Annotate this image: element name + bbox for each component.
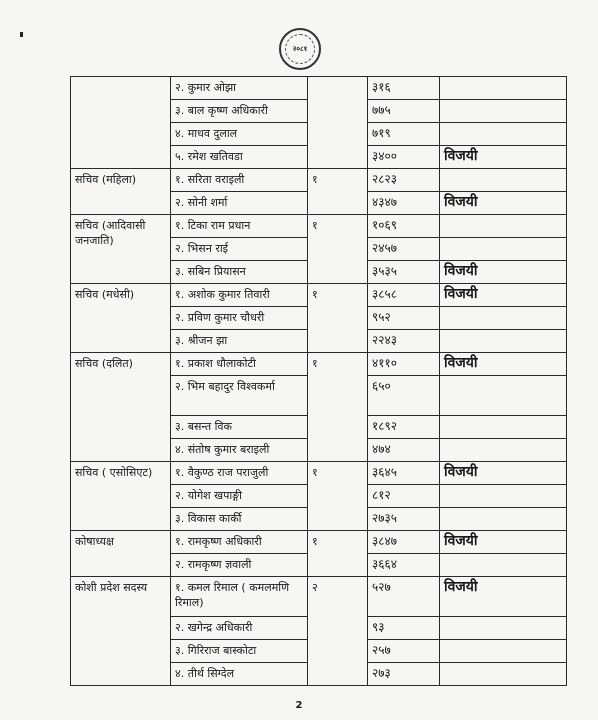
result-cell (440, 439, 567, 462)
page-number: 2 (295, 700, 303, 711)
election-results-table (70, 76, 567, 686)
result-cell (440, 215, 567, 238)
vote-count: ६५० (368, 376, 440, 416)
vote-count: ३६६४ (368, 554, 440, 577)
candidate-name: ३. श्रीजन झा (171, 330, 308, 353)
result-cell (440, 123, 567, 146)
vote-count: २८२३ (368, 169, 440, 192)
post-cell: सचिव (आदिवासी जनजाति) (71, 215, 171, 284)
result-cell (440, 330, 567, 353)
vote-count: २५७ (368, 640, 440, 663)
result-cell (440, 376, 567, 416)
result-cell: विजयी (440, 192, 567, 215)
candidate-name: २. कुमार ओझा (171, 77, 308, 100)
vote-count: ३५३५ (368, 261, 440, 284)
result-cell (440, 307, 567, 330)
candidate-name: १. अशोक कुमार तिवारी (171, 284, 308, 307)
seats-cell: १ (308, 353, 368, 462)
candidate-name: ४. संतोष कुमार बराइली (171, 439, 308, 462)
seats-cell (308, 77, 368, 169)
table-row (71, 577, 567, 617)
candidate-name: २. खगेन्द्र अधिकारी (171, 617, 308, 640)
vote-count: ४३४७ (368, 192, 440, 215)
candidate-name: ४. तीर्थ सिग्देल (171, 663, 308, 686)
result-cell: विजयी (440, 284, 567, 307)
vote-count: २४५७ (368, 238, 440, 261)
result-cell: विजयी (440, 353, 567, 376)
vote-count: ७७५ (368, 100, 440, 123)
candidate-name: २. भिम बहादुर विश्वकर्मा (171, 376, 308, 416)
seats-cell: १ (308, 169, 368, 215)
candidate-name: ३. बाल कृष्ण अधिकारी (171, 100, 308, 123)
vote-count: ५२७ (368, 577, 440, 617)
vote-count: ९३ (368, 617, 440, 640)
post-cell: सचिव (महिला) (71, 169, 171, 215)
table-row (71, 77, 567, 100)
candidate-name: २. सोनी शर्मा (171, 192, 308, 215)
post-cell (71, 77, 171, 169)
vote-count: ३१६ (368, 77, 440, 100)
table-row (71, 169, 567, 192)
candidate-name: १. सरिता वराइली (171, 169, 308, 192)
candidate-name: २. भिसन राई (171, 238, 308, 261)
result-cell: विजयी (440, 531, 567, 554)
table-row (71, 353, 567, 376)
candidate-name: १. वैकुण्ठ राज पराजुली (171, 462, 308, 485)
table-row (71, 531, 567, 554)
candidate-name: ४. माधव दुलाल (171, 123, 308, 146)
result-cell (440, 640, 567, 663)
vote-count: ८१२ (368, 485, 440, 508)
result-cell (440, 508, 567, 531)
post-cell: सचिव ( एसोसिएट) (71, 462, 171, 531)
official-seal (279, 28, 321, 70)
candidate-name: २. योगेश खपाङ्गी (171, 485, 308, 508)
seal-year: २०८१ (292, 44, 308, 53)
scan-mark (20, 32, 23, 37)
candidate-name: १. रामकृष्ण अधिकारी (171, 531, 308, 554)
vote-count: ७१९ (368, 123, 440, 146)
result-cell (440, 238, 567, 261)
seats-cell: २ (308, 577, 368, 686)
result-cell (440, 485, 567, 508)
seats-cell: १ (308, 215, 368, 284)
result-cell (440, 77, 567, 100)
candidate-name: ३. विकास कार्की (171, 508, 308, 531)
post-cell: कोषाध्यक्ष (71, 531, 171, 577)
result-cell (440, 617, 567, 640)
vote-count: ९५२ (368, 307, 440, 330)
vote-count: ३६४५ (368, 462, 440, 485)
candidate-name: ३. बसन्त विक (171, 416, 308, 439)
results-table-body (71, 77, 567, 686)
vote-count: २२४३ (368, 330, 440, 353)
candidate-name: १. प्रकाश धौलाकोटी (171, 353, 308, 376)
result-cell: विजयी (440, 462, 567, 485)
result-cell: विजयी (440, 577, 567, 617)
result-cell: विजयी (440, 261, 567, 284)
candidate-name: १. कमल रिमाल ( कमलमणि रिमाल) (171, 577, 308, 617)
vote-count: ४७४ (368, 439, 440, 462)
candidate-name: १. टिका राम प्रधान (171, 215, 308, 238)
seats-cell: १ (308, 284, 368, 353)
seats-cell: १ (308, 531, 368, 577)
vote-count: १८९२ (368, 416, 440, 439)
table-row (71, 284, 567, 307)
candidate-name: २. रामकृष्ण ज्ञवाली (171, 554, 308, 577)
vote-count: २७३ (368, 663, 440, 686)
post-cell: कोशी प्रदेश सदस्य (71, 577, 171, 686)
result-cell (440, 663, 567, 686)
vote-count: १०६९ (368, 215, 440, 238)
result-cell (440, 554, 567, 577)
candidate-name: ३. गिरिराज बास्कोटा (171, 640, 308, 663)
candidate-name: ५. रमेश खतिवडा (171, 146, 308, 169)
candidate-name: ३. सबिन प्रियासन (171, 261, 308, 284)
table-row (71, 215, 567, 238)
vote-count: ३८५८ (368, 284, 440, 307)
result-cell (440, 169, 567, 192)
vote-count: ४११० (368, 353, 440, 376)
table-row (71, 462, 567, 485)
result-cell: विजयी (440, 146, 567, 169)
seats-cell: १ (308, 462, 368, 531)
candidate-name: २. प्रविण कुमार चौधरी (171, 307, 308, 330)
post-cell: सचिव (मधेसी) (71, 284, 171, 353)
post-cell: सचिव (दलित) (71, 353, 171, 462)
vote-count: ३४०० (368, 146, 440, 169)
result-cell (440, 100, 567, 123)
result-cell (440, 416, 567, 439)
vote-count: २७३५ (368, 508, 440, 531)
vote-count: ३८४७ (368, 531, 440, 554)
